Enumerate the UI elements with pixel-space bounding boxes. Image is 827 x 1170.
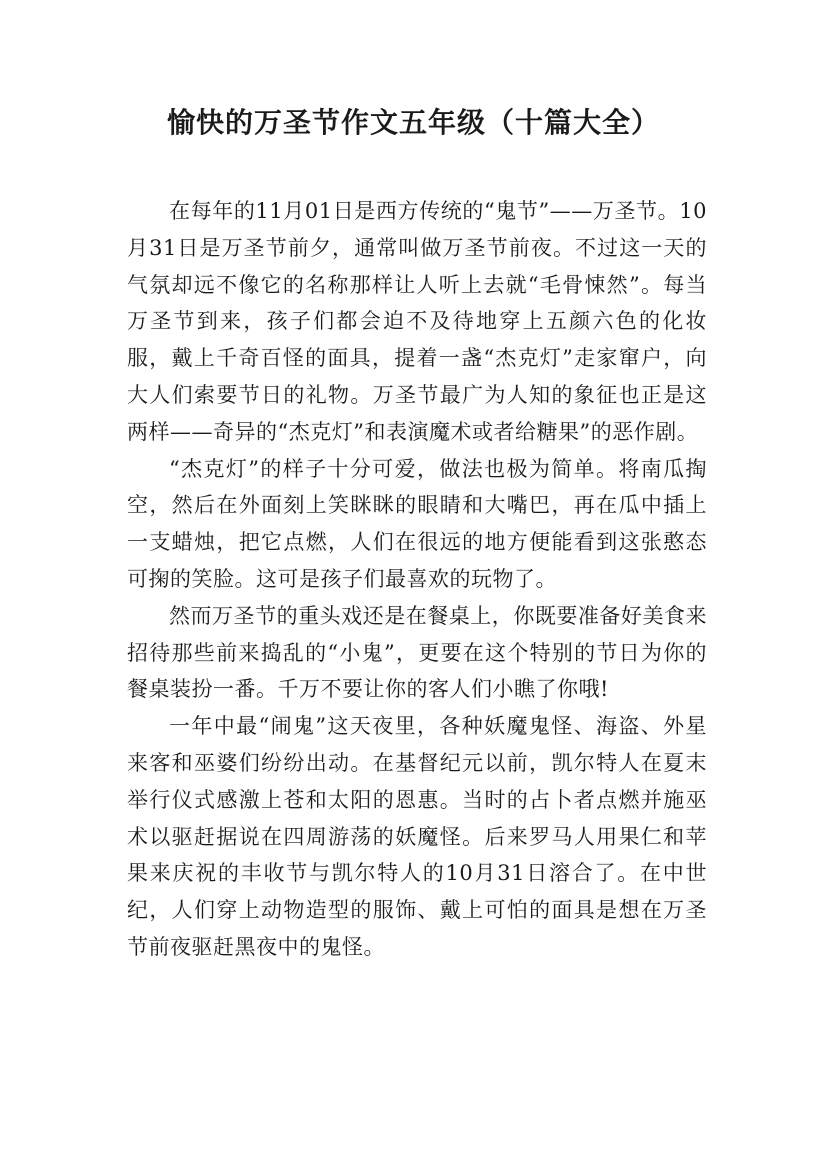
document-title: 愉快的万圣节作文五年级（十篇大全） [166, 106, 660, 139]
document-body [127, 193, 707, 966]
paragraph-4: 一年中最“闹鬼”这天夜里，各种妖魔鬼怪、海盗、外星来客和巫婆们纷纷出动。在基督纪元以前，凯尔特人在夏末举行仪式感激上苍和太阳的恩惠。当时的占卜者点燃并施巫术以驱赶据说在四周游荡的妖魔怪。后来罗马人用果仁和苹果来庆祝的丰收节与凯尔特人的10月31日溶合了。在中世纪，人们穿上动物造型的服饰、戴上可怕的面具是想在万圣节前夜驱赶黑夜中的鬼怪。 [127, 714, 707, 959]
paragraph-2: “杰克灯”的样子十分可爱，做法也极为简单。将南瓜掏空，然后在外面刻上笑眯眯的眼睛和大嘴巴，再在瓜中插上一支蜡烛，把它点燃，人们在很远的地方便能看到这张憨态可掬的笑脸。这可是孩子们最喜欢的玩物了。 [127, 456, 707, 591]
paragraph-1: 在每年的11月01日是西方传统的“鬼节”——万圣节。10月31日是万圣节前夕，通常叫做万圣节前夜。不过这一天的气氛却远不像它的名称那样让人听上去就“毛骨悚然”。每当万圣节到来，孩子们都会迫不及待地穿上五颜六色的化妆服，戴上千奇百怪的面具，提着一盏“杰克灯”走家窜户，向大人们索要节日的礼物。万圣节最广为人知的象征也正是这两样——奇异的“杰克灯”和表演魔术或者给糖果”的恶作剧。 [127, 199, 707, 444]
paragraph-3: 然而万圣节的重头戏还是在餐桌上，你既要准备好美食来招待那些前来捣乱的“小鬼”，更要在这个特别的节日为你的餐桌装扮一番。千万不要让你的客人们小瞧了你哦! [127, 603, 707, 702]
